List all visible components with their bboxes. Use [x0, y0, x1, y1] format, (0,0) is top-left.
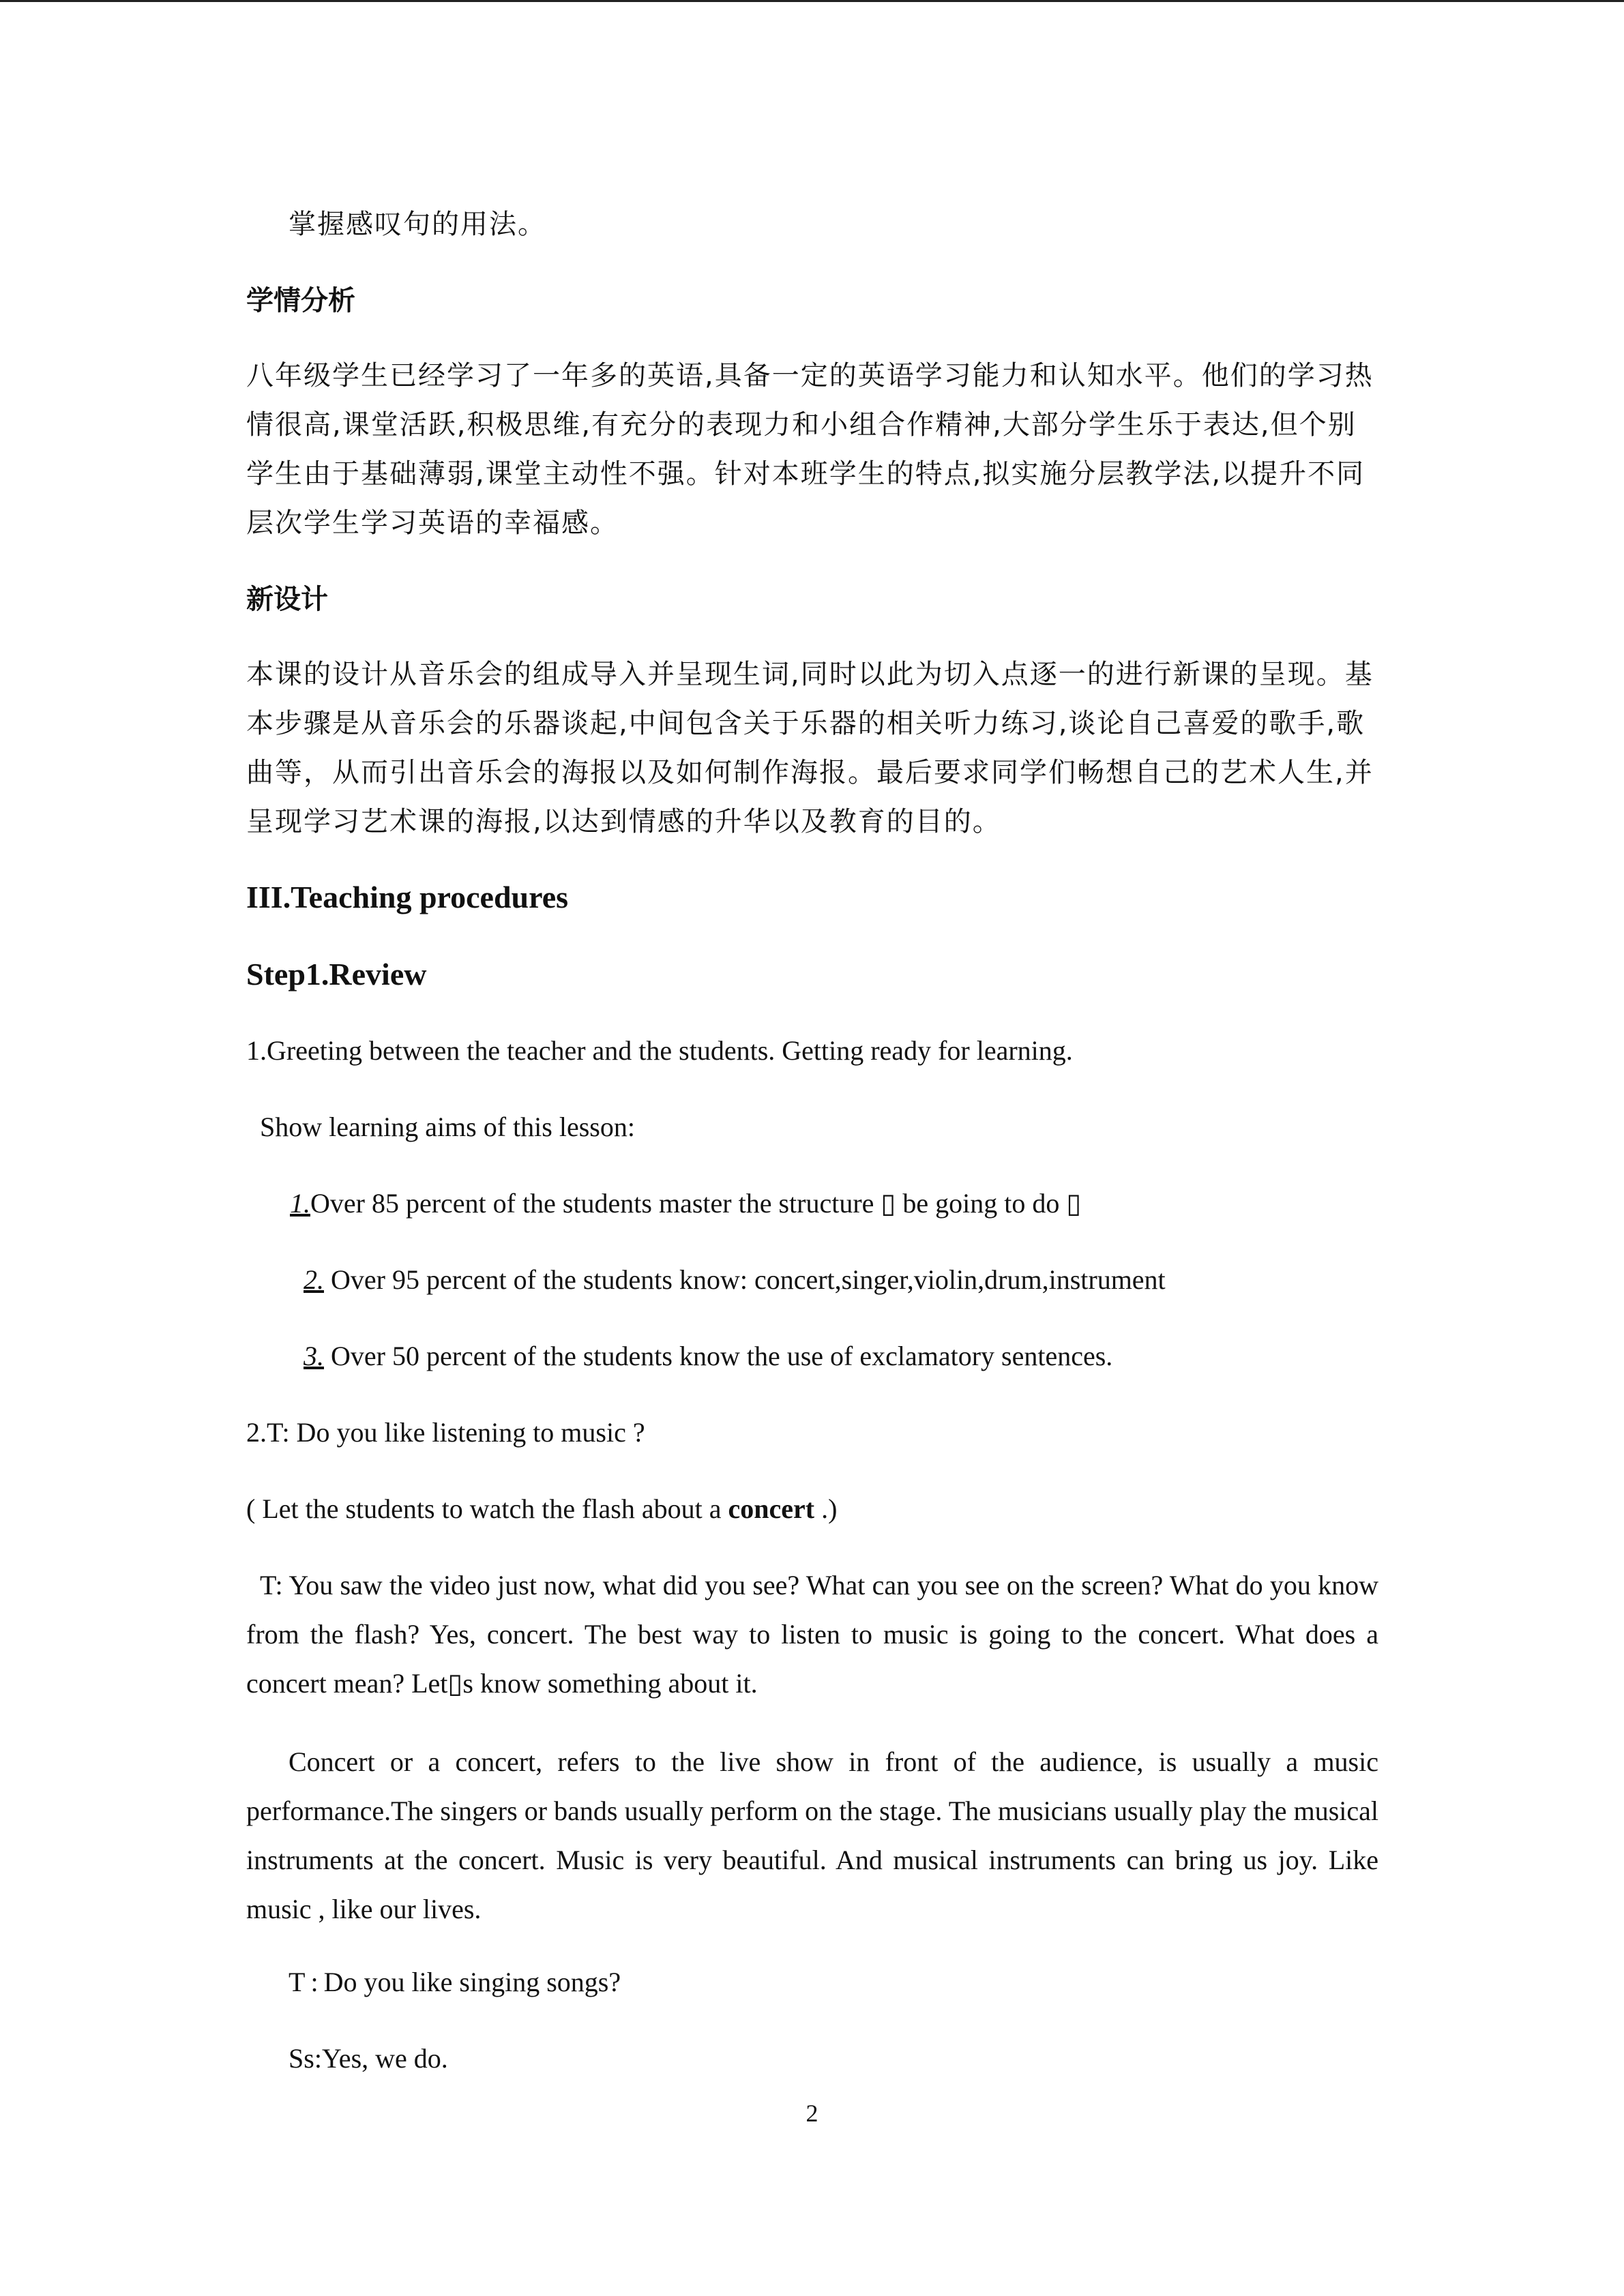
- section-heading-new-design: 新设计: [246, 584, 328, 615]
- greeting-line: 1.Greeting between the teacher and the students. Getting ready for learning.: [246, 1035, 1073, 1066]
- show-aims-line: Show learning aims of this lesson:: [260, 1112, 635, 1142]
- aim-text: Over 95 percent of the students know: concert,singer,violin,drum,instrument: [324, 1264, 1166, 1295]
- video-discussion-paragraph: T: You saw the video just now, what did you see? What can you see on the screen? What do you know from the flash? Yes, concert. The best way to listen to music is going to the concert. What does a concert mean? Let▯s know something about it.: [246, 1570, 1378, 1699]
- watch-flash-line: [246, 1485, 1378, 1534]
- page-number: 2: [806, 2100, 818, 2127]
- aim-number: 3.: [304, 1341, 324, 1371]
- teaching-procedures-heading: III.Teaching procedures: [246, 880, 569, 914]
- aim-number: 1.: [290, 1188, 310, 1219]
- aim-number: 2.: [304, 1264, 324, 1295]
- section-heading-student-analysis: 学情分析: [246, 285, 355, 316]
- student-analysis-paragraph: 八年级学生已经学习了一年多的英语,具备一定的英语学习能力和认知水平。他们的学习热情很高,课堂活跃,积极思维,有充分的表现力和小组合作精神,大部分学生乐于表达,但个别学生由于基础薄弱,课堂主动性不强。针对本班学生的特点,拟实施分层教学法,以提升不同层次学生学习英语的幸福感。: [246, 360, 1374, 539]
- aim-item: [246, 1255, 1436, 1304]
- aim-item: [246, 1179, 1422, 1228]
- step1-review-heading: Step1.Review: [246, 957, 427, 992]
- aim-text: Over 85 percent of the students master the structure ▯ be going to do ▯: [310, 1188, 1082, 1219]
- aim-exclamatory-paragraph: 掌握感叹句的用法。: [289, 209, 546, 240]
- question-music-line: 2.T: Do you like listening to music ?: [246, 1417, 645, 1448]
- concert-definition-paragraph: Concert or a concert, refers to the live show in front of the audience, is usually a music performance.The singers or bands usually perform on the stage. The musicians usually play the musical instruments at the concert. Music is very beautiful. And musical instruments can bring us joy. Like music , like our lives.: [246, 1746, 1378, 1924]
- aim-text: Over 50 percent of the students know the use of exclamatory sentences.: [324, 1341, 1113, 1371]
- students-answer: Ss:Yes, we do.: [289, 2043, 448, 2074]
- watch-flash-text: ( Let the students to watch the flash about a: [246, 1493, 728, 1524]
- teacher-singing-question: T : Do you like singing songs?: [289, 1967, 621, 1997]
- new-design-paragraph: 本课的设计从音乐会的组成导入并呈现生词,同时以此为切入点逐一的进行新课的呈现。基本步骤是从音乐会的乐器谈起,中间包含关于乐器的相关听力练习,谈论自己喜爱的歌手,歌曲等，从而引出音乐会的海报以及如何制作海报。最后要求同学们畅想自己的艺术人生,并呈现学习艺术课的海报,以达到情感的升华以及教育的目的。: [246, 659, 1374, 837]
- aim-item: [246, 1332, 1436, 1381]
- concert-keyword: concert: [728, 1493, 815, 1524]
- watch-flash-end: .): [814, 1493, 838, 1524]
